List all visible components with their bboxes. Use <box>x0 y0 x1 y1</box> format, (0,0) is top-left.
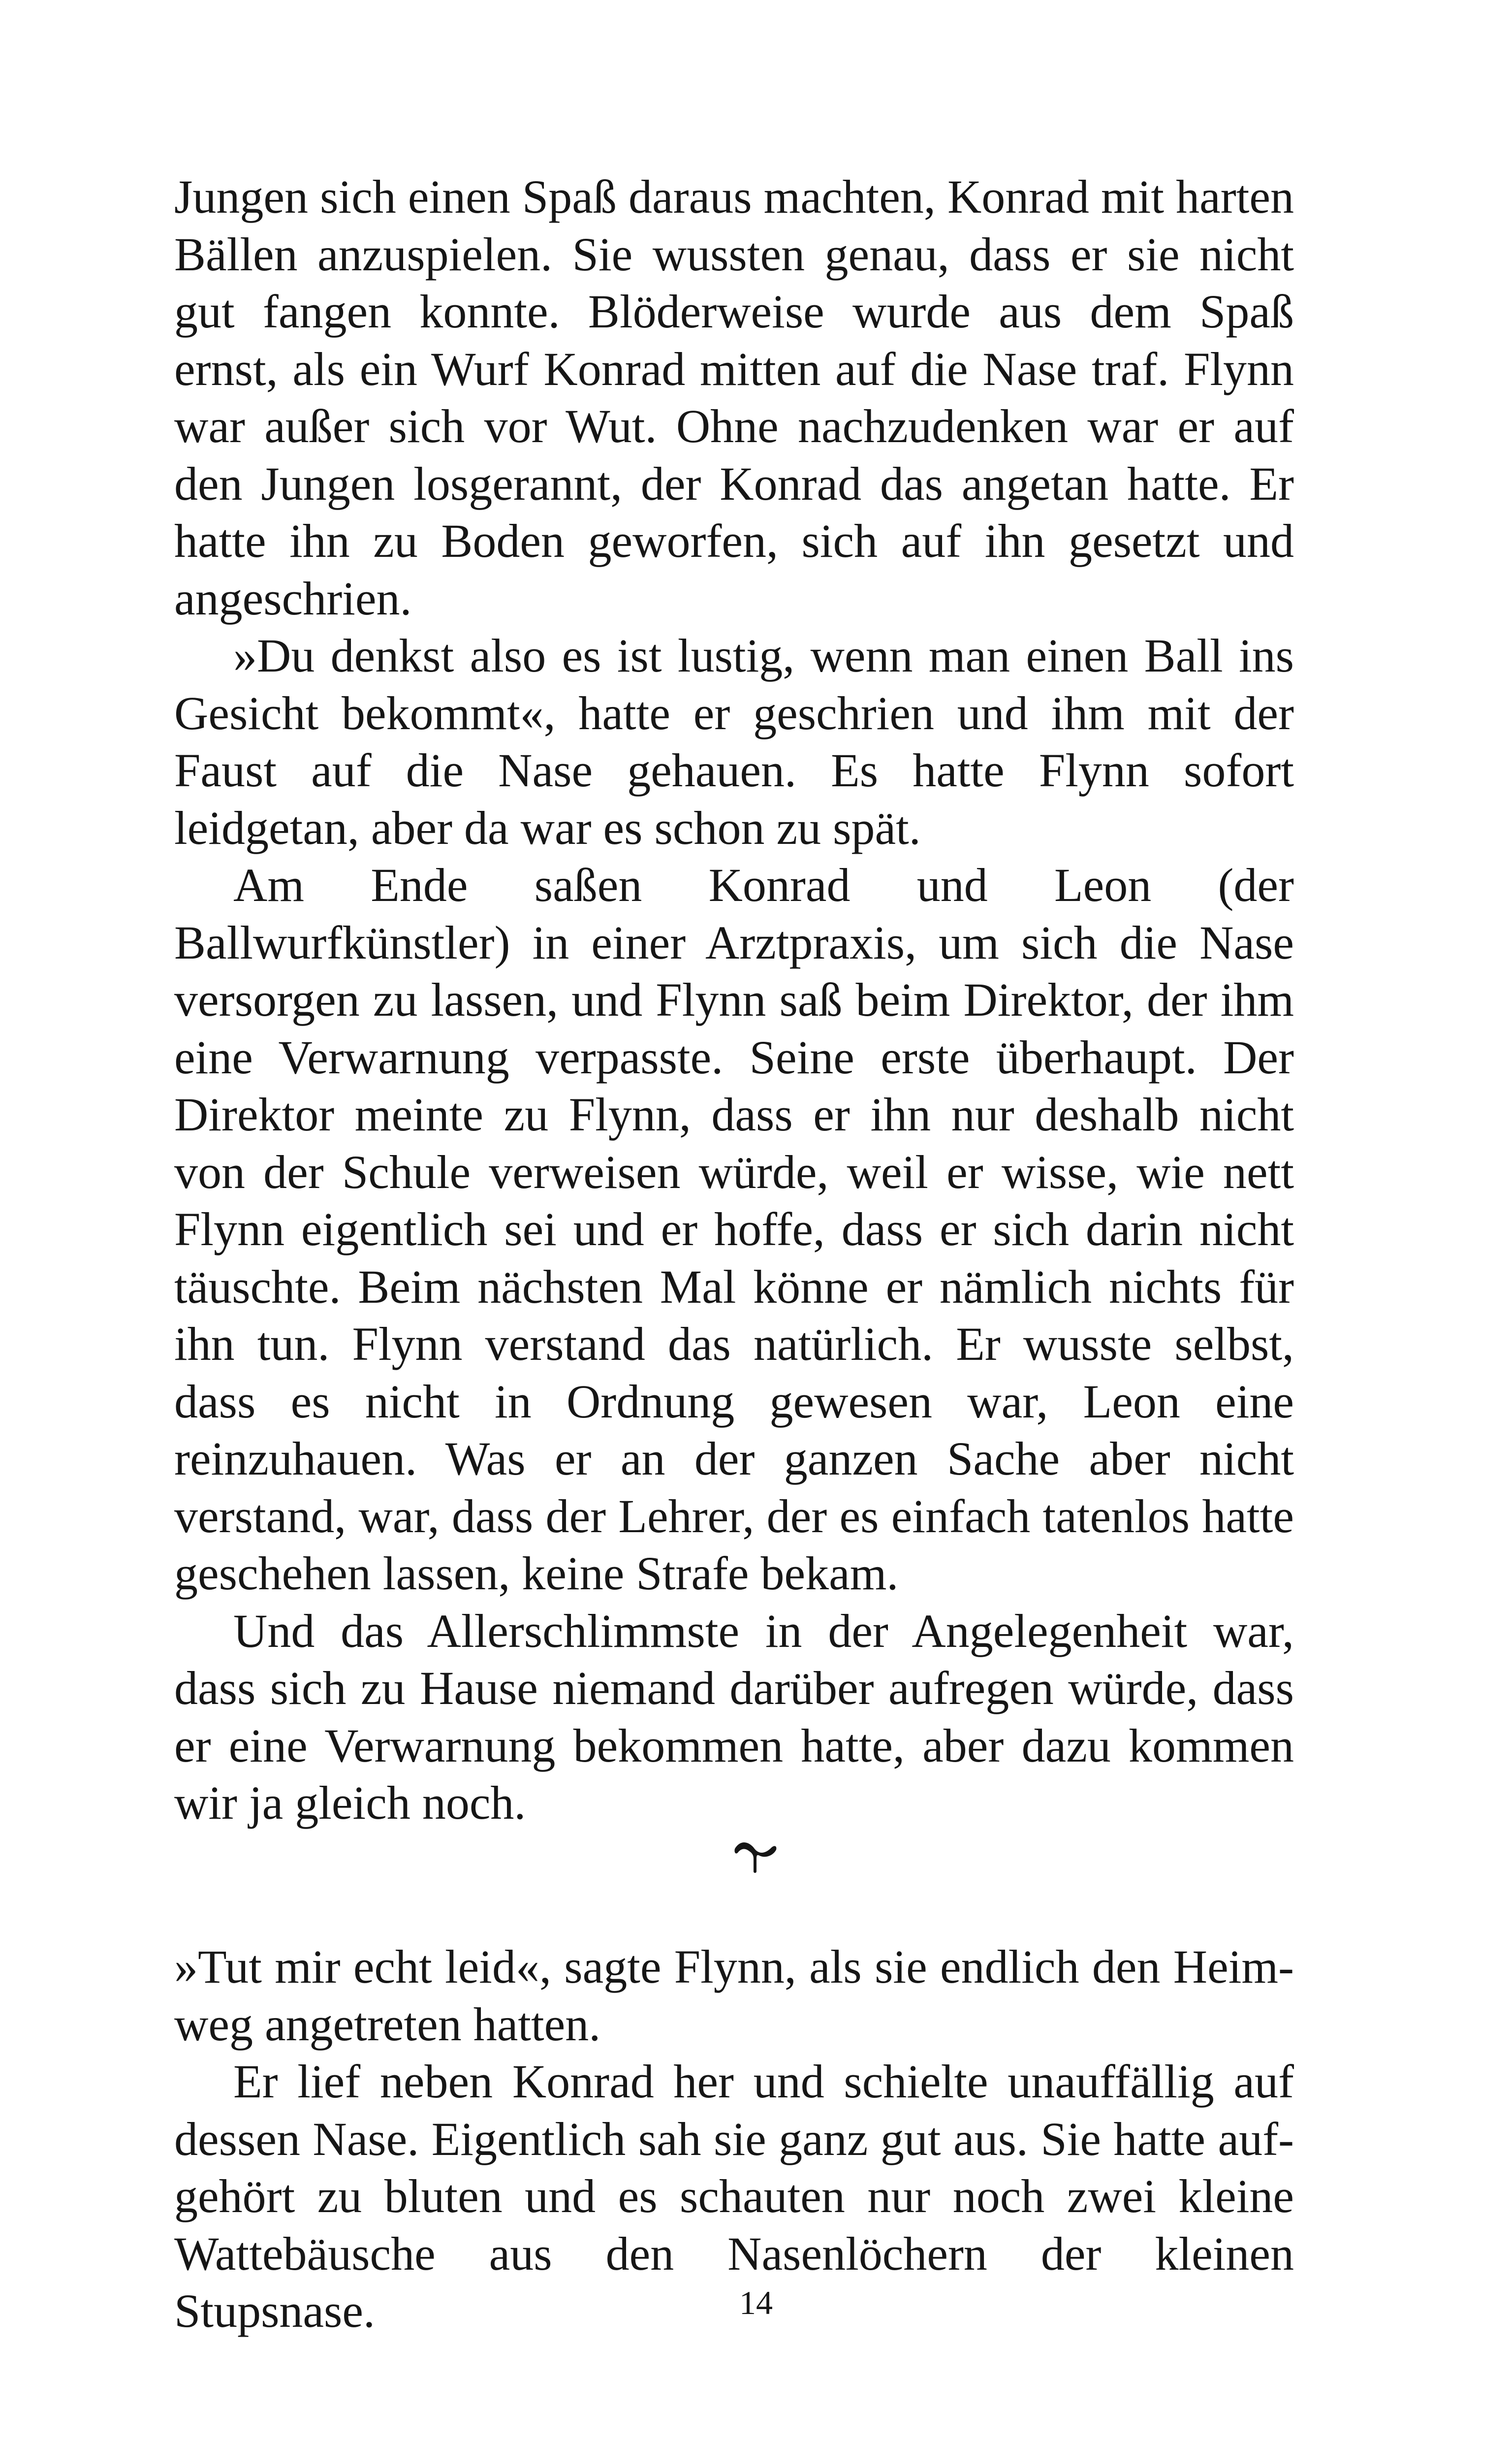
paragraph: Und das Allerschlimmste in der Angelegenheit war, dass sich zu Hause niemand darüber aufregen würde, dass er eine Verwarnung bekommen hatte, aber dazu kommen wir ja gleich noch. <box>174 1604 1294 1829</box>
paragraph: »Du denkst also es ist lustig, wenn man einen Ball ins Gesicht bekommt«, hatte er geschrien und ihm mit der Faust auf die Nase gehauen. Es hatte Flynn sofort leidgetan, aber da war es schon zu spät. <box>174 629 1294 854</box>
text-block-upper <box>174 168 1294 1832</box>
fleuron-ornament-icon <box>729 1824 783 1878</box>
section-break <box>0 1822 1512 1881</box>
page-number: 14 <box>739 2284 773 2321</box>
paragraph: Er lief neben Konrad her und schielte unauffällig auf dessen Nase. Eigentlich sah sie ganz gut aus. Sie hatte aufgehört zu bluten und es schauten nur noch zwei kleine Wattebäusche aus den Nasenlöchern der kleinen Stupsnase. <box>174 2055 1294 2337</box>
paragraph: Jungen sich einen Spaß daraus machten, Konrad mit harten Bällen anzuspielen. Sie wussten genau, dass er sie nicht gut fangen konnte. Blöderweise wurde aus dem Spaß ernst, als ein Wurf Konrad mitten auf die Nase traf. Flynn war außer sich vor Wut. Ohne nachzudenken war er auf den Jungen losgerannt, der Konrad das angetan hatte. Er hatte ihn zu Boden geworfen, sich auf ihn gesetzt und angeschrien. <box>174 170 1294 625</box>
text-block-lower <box>174 1938 1294 2340</box>
paragraph: Am Ende saßen Konrad und Leon (der Ballwurfkünstler) in einer Arztpraxis, um sich die Nase versorgen zu lassen, und Flynn saß beim Direktor, der ihm eine Verwarnung verpasste. Seine erste überhaupt. Der Direktor meinte zu Flynn, dass er ihn nur deshalb nicht von der Schule verweisen würde, weil er wisse, wie nett Flynn eigentlich sei und er hoffe, dass er sich darin nicht täuschte. Beim nächsten Mal könne er nämlich nichts für ihn tun. Flynn verstand das natürlich. Er wusste selbst, dass es nicht in Ordnung gewesen war, Leon eine reinzuhauen. Was er an der ganzen Sache aber nicht verstand, war, dass der Lehrer, der es einfach tatenlos hatte geschehen lassen, keine Strafe bekam. <box>174 859 1294 1600</box>
paragraph: »Tut mir echt leid«, sagte Flynn, als sie endlich den Heimweg angetreten hatten. <box>174 1940 1294 2051</box>
